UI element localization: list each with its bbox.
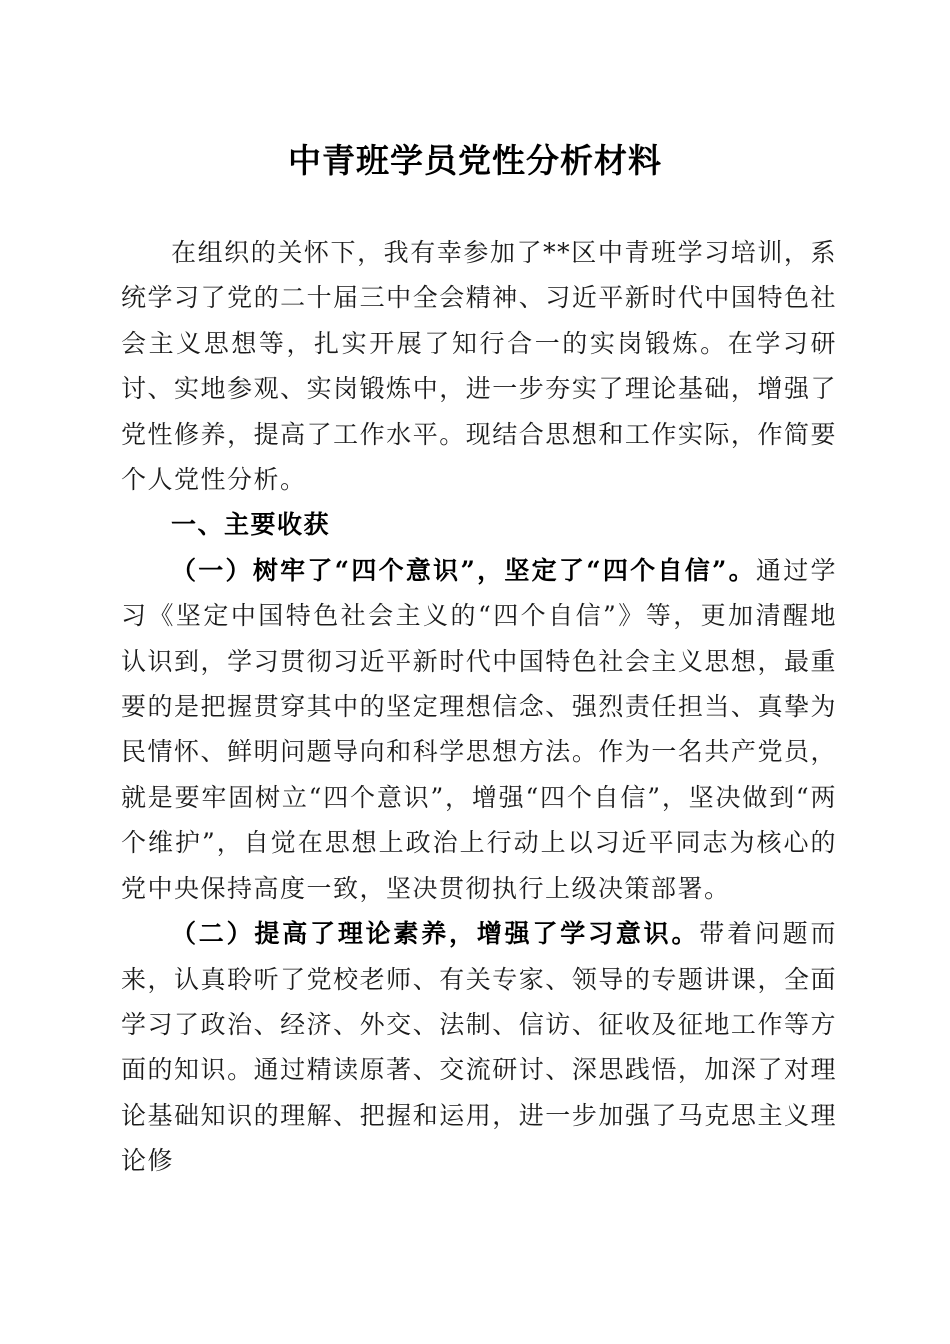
subsection-body-1: 通过学习《坚定中国特色社会主义的“四个自信”》等，更加清醒地认识到，学习贯彻习近平新时代中国特色社会主义思想，最重要的是把握贯穿其中的坚定理想信念、强烈责任担当、真挚为民情怀、鲜明问题导向和科学思想方法。作为一名共产党员，就是要牢固树立“四个意识”，增强“四个自信”，坚决做到“两个维护”，自觉在思想上政治上行动上以习近平同志为核心的党中央保持高度一致，坚决贯彻执行上级决策部署。 xyxy=(121,555,837,903)
subsection-body-2: 带着问题而来，认真聆听了党校老师、有关专家、领导的专题讲课，全面学习了政治、经济、外交、法制、信访、征收及征地工作等方面的知识。通过精读原著、交流研讨、深思践悟，加深了对理论基础知识的理解、把握和运用，进一步加强了马克思主义理论修 xyxy=(121,919,837,1176)
subsection-heading-1: （一）树牢了“四个意识”，坚定了“四个自信”。 xyxy=(171,555,756,585)
subsection-paragraph-1 xyxy=(121,548,837,911)
document-body xyxy=(121,230,837,1184)
section-heading-main-gains: 一、主要收获 xyxy=(171,510,331,540)
subsection-heading-2: （二）提高了理论素养，增强了学习意识。 xyxy=(171,919,700,949)
subsection-paragraph-2 xyxy=(121,911,837,1183)
document-title: 中青班学员党性分析材料 xyxy=(288,141,662,180)
intro-paragraph: 在组织的关怀下，我有幸参加了**区中青班学习培训，系统学习了党的二十届三中全会精神、习近平新时代中国特色社会主义思想等，扎实开展了知行合一的实岗锻炼。在学习研讨、实地参观、实岗锻炼中，进一步夯实了理论基础，增强了党性修养，提高了工作水平。现结合思想和工作实际，作简要个人党性分析。 xyxy=(121,238,837,495)
